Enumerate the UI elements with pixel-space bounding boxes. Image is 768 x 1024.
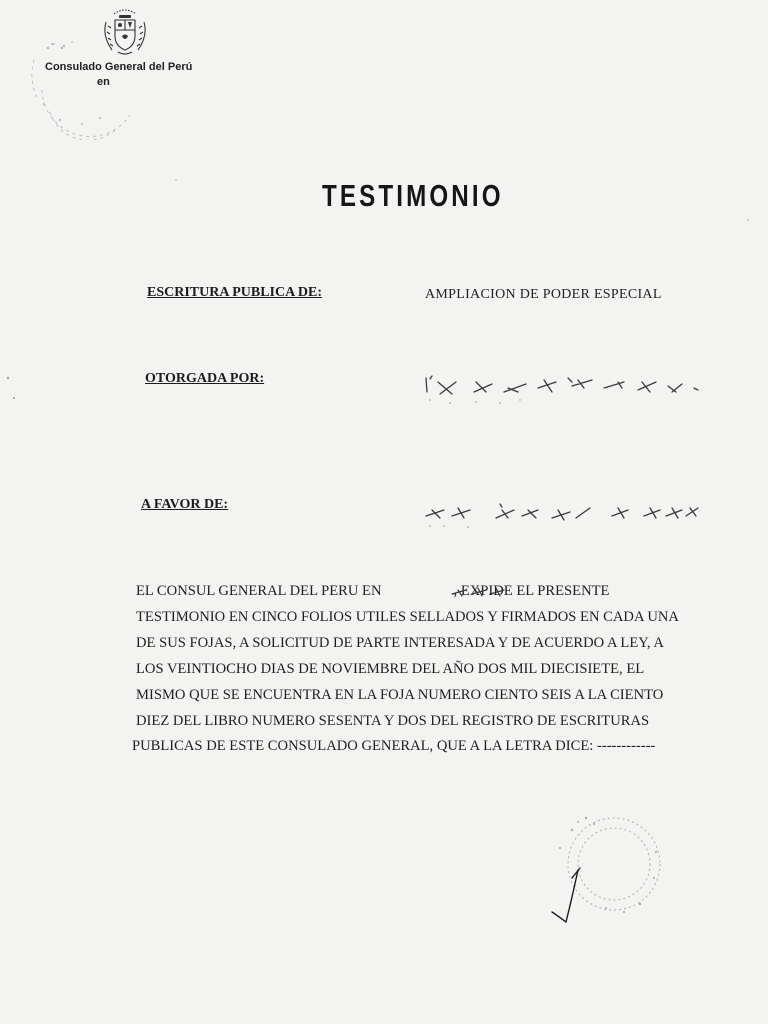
- escritura-label: ESCRITURA PUBLICA DE:: [147, 285, 323, 300]
- body-line: PUBLICAS DE ESTE CONSULADO GENERAL, QUE A LA LETRA DICE: ------------: [132, 738, 656, 754]
- body-line-1-end: , EXPIDE EL PRESENTE: [453, 583, 610, 599]
- body-line: TESTIMONIO EN CINCO FOLIOS UTILES SELLADOS Y FIRMADOS EN CADA UNA: [136, 609, 679, 625]
- body-line: [136, 583, 609, 600]
- consulate-name: Consulado General del Perú: [45, 61, 193, 73]
- otorgada-label: OTORGADA POR:: [145, 371, 265, 386]
- consulate-seal-and-signature: [536, 808, 666, 930]
- favor-label: A FAVOR DE:: [141, 497, 229, 512]
- otorgada-redaction-marks: [420, 370, 705, 408]
- favor-redaction-marks: [418, 496, 703, 532]
- body-line: LOS VEINTIOCHO DIAS DE NOVIEMBRE DEL AÑO DOS MIL DIECISIETE, EL: [136, 661, 645, 677]
- body-line-1-start: EL CONSUL GENERAL DEL PERU EN: [136, 583, 382, 599]
- document-title: TESTIMONIO: [322, 178, 504, 213]
- escritura-value: AMPLIACION DE PODER ESPECIAL: [425, 287, 662, 302]
- consulate-city: en: [97, 76, 110, 88]
- body-line: MISMO QUE SE ENCUENTRA EN LA FOJA NUMERO CIENTO SEIS A LA CIENTO: [136, 687, 664, 703]
- city-redaction-marks: [450, 584, 512, 600]
- peru-coat-of-arms-icon: [100, 6, 150, 58]
- body-line: DE SUS FOJAS, A SOLICITUD DE PARTE INTERESADA Y DE ACUERDO A LEY, A: [136, 635, 664, 651]
- body-line: DIEZ DEL LIBRO NUMERO SESENTA Y DOS DEL REGISTRO DE ESCRITURAS: [136, 713, 650, 729]
